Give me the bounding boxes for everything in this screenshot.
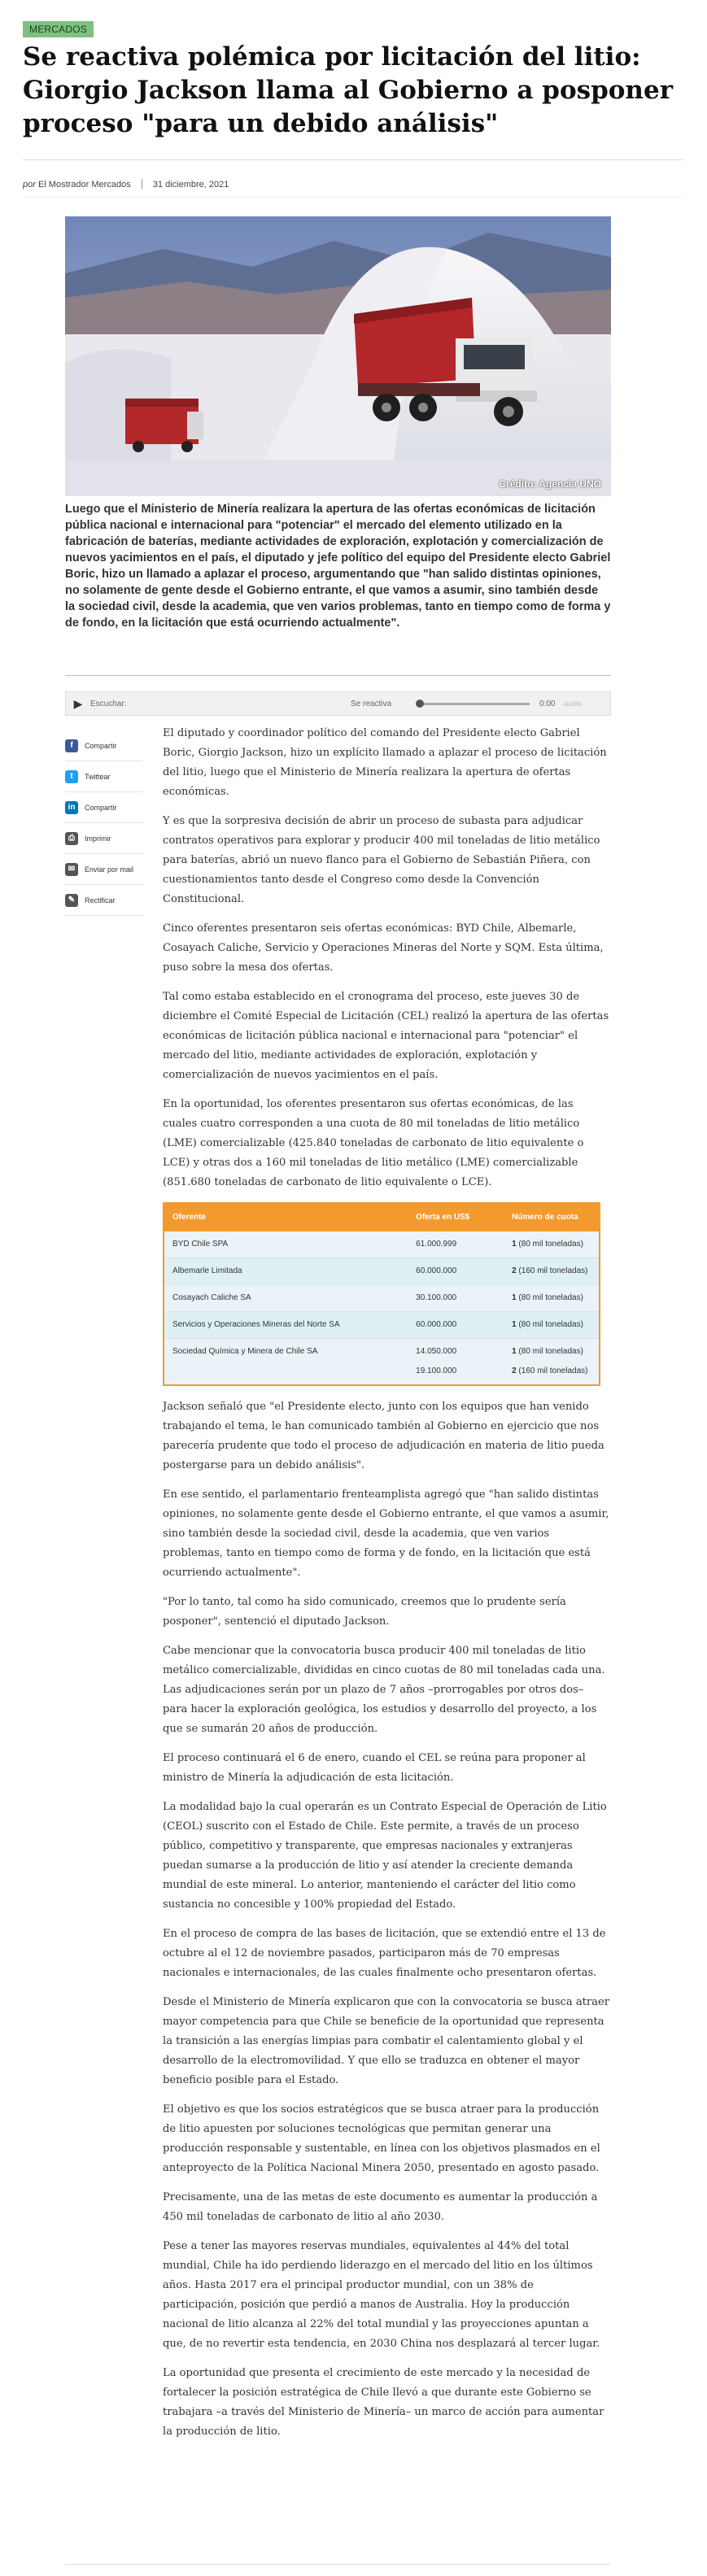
quota-note: (80 mil toneladas) (518, 1320, 583, 1329)
photo-credit: Crédito: Agencia UNO (499, 478, 601, 490)
player-time: 0:00 (539, 699, 556, 708)
lithium-salt-pile-illustration (65, 216, 611, 496)
article-end-divider (65, 2564, 611, 2565)
article-paragraph: El diputado y coordinador político del comando del Presidente electo Gabriel Boric, Giorgio Jackson, hizo un explícito llamado a aplazar el proceso de licitación del litio, luego que el Ministerio de Minería realizara la apertura de ofertas económicas. (163, 727, 607, 798)
article-paragraph: El objetivo es que los socios estratégicos que se busca atraer para la producción de litio apuesten por soluciones tecnológicas que permitan generar una producción responsable y sustentable, en línea con los objetivos plasmados en el anteproyecto de la Política Nacional Minera 2050, presentado en agosto pasado. (163, 2103, 600, 2174)
offer-value: 61.000.999 (416, 1240, 457, 1249)
article-paragraph: Cabe mencionar que la convocatoria busca producir 400 mil toneladas de litio metálico comercializable, divididas en cinco cuotas de 80 mil toneladas cada una. Las adjudicaciones serán por un plazo de 7 años –prorrogables por otros dos– para hacer la exploración geológica, los estudios y desarrollo del proyecto, a los que se sumarán 20 años de producción. (163, 1645, 605, 1735)
table-row (164, 1312, 600, 1339)
player-now-reading: Se reactiva (351, 699, 392, 708)
article-paragraph: "Por lo tanto, tal como ha sido comunicado, creemos que lo prudente sería posponer", sentenció el diputado Jackson. (163, 1596, 566, 1628)
cell-quota (504, 1231, 600, 1258)
table-row (164, 1258, 600, 1285)
share-label: Enviar por mail (85, 865, 134, 874)
table-header-offer: Oferta en US$ (408, 1203, 504, 1231)
table-row (164, 1285, 600, 1312)
offer-value: 14.050.000 (416, 1347, 457, 1356)
offer-value: 30.100.000 (416, 1293, 457, 1302)
quota-note: (80 mil toneladas) (518, 1293, 583, 1302)
share-email-button[interactable] (65, 854, 143, 885)
cell-bidder: BYD Chile SPA (164, 1231, 408, 1258)
byline-date: 31 diciembre, 2021 (152, 180, 229, 190)
share-linkedin-button[interactable] (65, 792, 143, 823)
table-header-bidder: Oferente (164, 1203, 408, 1231)
lead-divider (65, 675, 611, 676)
cell-offer (408, 1339, 504, 1386)
byline-author[interactable]: El Mostrador Mercados (37, 180, 131, 190)
quota-note: (160 mil toneladas) (518, 1266, 588, 1275)
share-twitter-button[interactable] (65, 761, 143, 792)
cell-bidder: Servicios y Operaciones Mineras del Norte SA (164, 1312, 408, 1339)
share-label: Twittear (85, 772, 111, 781)
offer-value: 60.000.000 (416, 1320, 457, 1329)
quota-number: 1 (512, 1240, 517, 1249)
article-paragraph: Y es que la sorpresiva decisión de abrir un proceso de subasta para adjudicar contratos operativos para explorar y producir 400 mil toneladas de litio metálico para baterías, abrió un nuevo flanco para el Gobierno de Sebastián Piñera, con cuestionamientos tanto desde el Congreso como desde la Convención Constitucional. (163, 815, 600, 905)
article-paragraph: El proceso continuará el 6 de enero, cuando el CEL se reúna para proponer al ministro de Minería la adjudicación de esta licitación. (163, 1752, 586, 1784)
cell-quota (504, 1285, 600, 1312)
facebook-icon: f (65, 739, 78, 752)
article-paragraph: Tal como estaba establecido en el cronograma del proceso, este jueves 30 de diciembre el Comité Especial de Licitación (CEL) realizó la apertura de las ofertas económicas de licitación pública nacional e internacional para "potenciar" el mercado del litio, mediante actividades de exploración, explotación y comercialización de nuevos yacimientos en el país. (163, 991, 609, 1081)
article-body (163, 724, 610, 2452)
share-label: Imprimir (85, 834, 111, 843)
article-headline: Se reactiva polémica por licitación del litio: Giorgio Jackson llama al Gobierno a posponer proceso "para un debido análisis" (23, 42, 674, 138)
edit-icon: ✎ (65, 894, 78, 907)
cell-quota (504, 1339, 600, 1386)
cell-offer (408, 1285, 504, 1312)
share-bar (65, 730, 143, 916)
article-paragraph: Desde el Ministerio de Minería explicaron que con la convocatoria se busca atraer mayor competencia para que Chile se beneficie de la oportunidad que representa la transición a las energías limpias para combatir el calentamiento global y el desarrollo de la electromovilidad. Y que ello se traduzca en obtener el mayor beneficio posible para el Estado. (163, 1996, 609, 2086)
share-label: Compartir (85, 803, 117, 812)
article-paragraph: La modalidad bajo la cual operarán es un Contrato Especial de Operación de Litio (CEOL) suscrito con el Estado de Chile. Este permite, a través de un proceso público, competitivo y transparente, que empresas nacionales y extranjeras puedan sumarse a la producción de litio y así atender la creciente demanda mundial de este mineral. Lo anterior, manteniendo el carácter del litio como sustancia no concesible y 100% propiedad del Estado. (163, 1801, 607, 1911)
cell-offer (408, 1231, 504, 1258)
cell-bidder: Cosayach Caliche SA (164, 1285, 408, 1312)
play-icon[interactable]: ▶ (73, 696, 83, 710)
section-tag[interactable]: MERCADOS (23, 21, 94, 37)
cell-bidder: Sociedad Química y Minera de Chile SA (164, 1339, 408, 1386)
quota-note: (160 mil toneladas) (518, 1366, 588, 1375)
audio-player (65, 691, 611, 716)
quota-note: (80 mil toneladas) (518, 1347, 583, 1356)
table-row (164, 1339, 600, 1386)
cell-quota (504, 1258, 600, 1285)
table-header-quota: Número de cuota (504, 1203, 600, 1231)
article-lead: Luego que el Ministerio de Minería realizara la apertura de las ofertas económicas de licitación pública nacional e internacional para "potenciar" el mercado del elemento utilizado en la fabricación de baterías, mediante actividades de exploración, explotación y comercialización de nuevos yacimientos en el país, el diputado y jefe político del equipo del Presidente electo Gabriel Boric, hizo un llamado a aplazar el proceso, argumentando que "han salido distintas opiniones, no solamente de gente desde el Gobierno entrante, el que vamos a asumir, sino también desde la sociedad civil, desde la academia, que ven varios problemas, tanto en tiempo como de forma y de fondo, en la licitación que está ocurriendo actualmente". (65, 503, 611, 630)
quota-note: (80 mil toneladas) (518, 1240, 583, 1249)
player-listen-label: Escuchar: (90, 699, 127, 708)
player-progress-slider[interactable] (416, 703, 530, 705)
article-paragraph: Jackson señaló que "el Presidente electo, junto con los equipos que han venido trabajando el tema, le han comunicado también al Gobierno en ejercicio que nos parecería prudente que todo el proceso de adjudicación en materia de litio pueda postergarse para un debido análisis". (163, 1401, 604, 1471)
article-paragraph: Cinco oferentes presentaron seis ofertas económicas: BYD Chile, Albemarle, Cosayach Caliche, Servicio y Operaciones Mineras del Norte y SQM. Esta última, puso sobre la mesa dos ofertas. (163, 922, 604, 974)
share-facebook-button[interactable] (65, 730, 143, 761)
share-label: Compartir (85, 741, 117, 750)
headline-divider (23, 159, 683, 160)
article-paragraph: Precisamente, una de las metas de este documento es aumentar la producción a 450 mil toneladas de carbonato de litio al año 2030. (163, 2191, 598, 2223)
article-paragraph: En el proceso de compra de las bases de licitación, que se extendió entre el 13 de octubre al el 12 de noviembre pasados, participaron más de 70 empresas nacionales e internacionales, de las cuales finalmente ocho presentaron ofertas. (163, 1928, 606, 1979)
quota-number: 1 (512, 1320, 517, 1329)
share-label: Rectificar (85, 896, 116, 904)
offer-value: 60.000.000 (416, 1266, 457, 1275)
quota-number: 2 (512, 1266, 517, 1275)
byline-prefix: por (23, 180, 36, 190)
cell-bidder: Albemarle Limitada (164, 1258, 408, 1285)
table-row (164, 1231, 600, 1258)
offer-value: 19.100.000 (416, 1366, 457, 1375)
article-paragraph: En la oportunidad, los oferentes presentaron sus ofertas económicas, de las cuales cuatro corresponden a una cuota de 80 mil toneladas de litio metálico (LME) comercializable (425.840 toneladas de carbonato de litio equivalente o LCE) y otras dos a 160 mil toneladas de litio metálico (LME) comercializable (851.680 toneladas de carbonato de litio equivalente o LCE). (163, 1098, 584, 1188)
player-brand: audio (564, 700, 583, 708)
cell-offer (408, 1258, 504, 1285)
byline-divider (23, 197, 683, 198)
offers-table-header (164, 1203, 600, 1231)
cell-quota (504, 1312, 600, 1339)
article-photo (65, 216, 611, 496)
quota-number: 1 (512, 1347, 517, 1356)
print-icon: ⎙ (65, 832, 78, 845)
cell-offer (408, 1312, 504, 1339)
twitter-icon: t (65, 770, 78, 783)
player-progress-knob[interactable] (416, 700, 424, 708)
linkedin-icon: in (65, 801, 78, 814)
byline (23, 179, 229, 190)
article-paragraph: Pese a tener las mayores reservas mundiales, equivalentes al 44% del total mundial, Chile ha ido perdiendo liderazgo en el mercado del litio en los últimos años. Hasta 2017 era el principal productor mundial, con un 38% de participación, posición que perdió a manos de Australia. Hoy la producción nacional de litio alcanza al 22% del total mundial y las proyecciones apuntan a que, de no revertir esta tendencia, en 2030 China nos desplazará al tercer lugar. (163, 2240, 600, 2350)
quota-number: 1 (512, 1293, 517, 1302)
email-icon: ✉ (65, 863, 78, 876)
share-print-button[interactable] (65, 823, 143, 854)
offers-table (163, 1202, 600, 1386)
article-paragraph: En ese sentido, el parlamentario frenteamplista agregó que "han salido distintas opiniones, no solamente gente desde el Gobierno entrante, el que vamos a asumir, sino también desde la sociedad civil, desde la academia, que ven varios problemas, tanto en tiempo como de forma y de fondo, en la licitación que está ocurriendo actualmente". (163, 1489, 609, 1579)
share-edit-button[interactable] (65, 885, 143, 916)
quota-number: 2 (512, 1366, 517, 1375)
article-paragraph: La oportunidad que presenta el crecimiento de este mercado y la necesidad de fortalecer la posición estratégica de Chile llevó a que durante este Gobierno se trabajara –a través del Ministerio de Minería– un marco de acción para aumentar la producción de litio. (163, 2367, 604, 2438)
